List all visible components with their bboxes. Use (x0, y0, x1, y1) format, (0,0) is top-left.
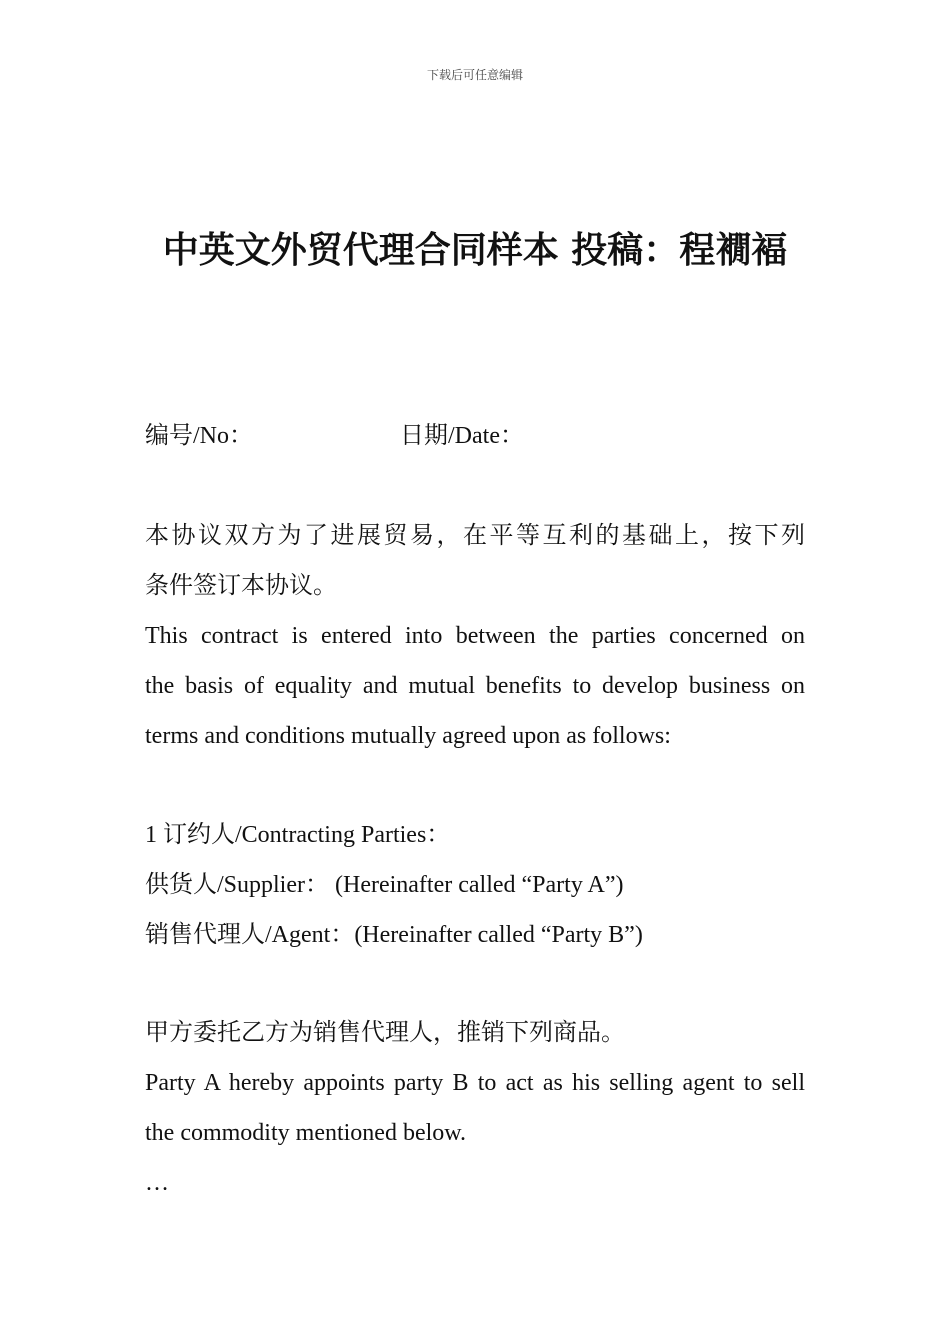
intro-en-line: terms and conditions mutually agreed upon as follows: (145, 723, 671, 749)
document-title: 中英文外贸代理合同样本 投稿：程襉褔 (162, 230, 788, 271)
intro-cn-line: 条件签订本协议。 (145, 573, 337, 599)
intro-en-line: This contract is entered into between the parties concerned on (145, 623, 805, 649)
appointment-cn-line: 甲方委托乙方为销售代理人，推销下列商品。 (145, 1020, 625, 1046)
section-heading: 1 订约人/Contracting Parties： (145, 822, 451, 848)
header-note: 下载后可任意编辑 (426, 68, 523, 82)
supplier-line: 供货人/Supplier： (Hereinafter called “Party A”) (145, 872, 624, 898)
appointment-en-line: the commodity mentioned below. (145, 1120, 467, 1146)
ellipsis: … (145, 1170, 169, 1196)
number-label: 编号/No： (145, 423, 253, 449)
intro-cn-line: 本协议双方为了进展贸易，在平等互利的基础上，按下列 (145, 523, 805, 549)
agent-line: 销售代理人/Agent：(Hereinafter called “Party B”) (145, 922, 643, 948)
appointment-en-line: Party A hereby appoints party B to act as his selling agent to sell (145, 1070, 805, 1096)
appointment-section (145, 1008, 805, 1208)
contracting-parties-section (145, 810, 805, 960)
meta-row (145, 411, 805, 461)
date-label: 日期/Date： (400, 423, 524, 449)
intro-en-line: the basis of equality and mutual benefits to develop business on (145, 673, 805, 699)
intro-section (145, 511, 805, 761)
